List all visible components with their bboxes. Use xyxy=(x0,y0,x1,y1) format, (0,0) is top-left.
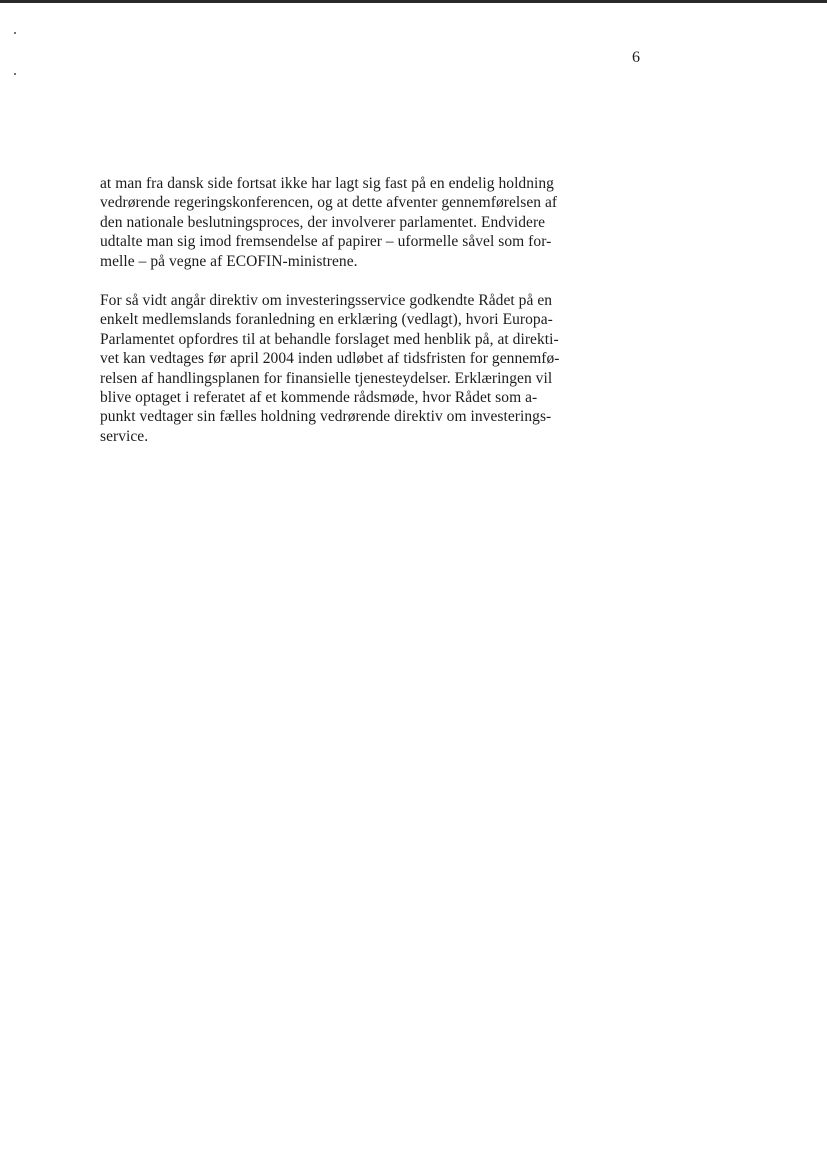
text-line: punkt vedtager sin fælles holdning vedrørende direktiv om investerings- xyxy=(100,408,552,426)
scan-speck xyxy=(14,32,16,34)
page-number: 6 xyxy=(632,49,640,66)
text-line: relsen af handlingsplanen for finansielle tjenesteydelser. Erklæringen vil xyxy=(100,369,553,387)
text-line: den nationale beslutningsproces, der involverer parlamentet. Endvidere xyxy=(100,213,546,231)
text-line: Parlamentet opfordres til at behandle forslaget med henblik på, at direkti- xyxy=(100,330,559,348)
scan-speck xyxy=(14,73,16,75)
text-line: vet kan vedtages før april 2004 inden udløbet af tidsfristen for gennemfø- xyxy=(100,350,560,368)
text-line: blive optaget i referatet af et kommende rådsmøde, hvor Rådet som a- xyxy=(100,389,538,407)
body-paragraph-1 xyxy=(100,174,557,271)
top-edge-rule xyxy=(0,0,827,3)
text-line: vedrørende regeringskonferencen, og at dette afventer gennemførelsen af xyxy=(100,194,558,212)
text-line: service. xyxy=(100,427,149,445)
text-line: at man fra dansk side fortsat ikke har lagt sig fast på en endelig holdning xyxy=(100,175,554,192)
text-line: For så vidt angår direktiv om investeringsservice godkendte Rådet på en xyxy=(100,292,553,309)
text-line: melle – på vegne af ECOFIN-ministrene. xyxy=(100,252,358,270)
body-paragraph-2 xyxy=(100,291,560,446)
text-line: udtalte man sig imod fremsendelse af papirer – uformelle såvel som for- xyxy=(100,233,552,251)
text-line: enkelt medlemslands foranledning en erklæring (vedlagt), hvori Europa- xyxy=(100,311,553,329)
